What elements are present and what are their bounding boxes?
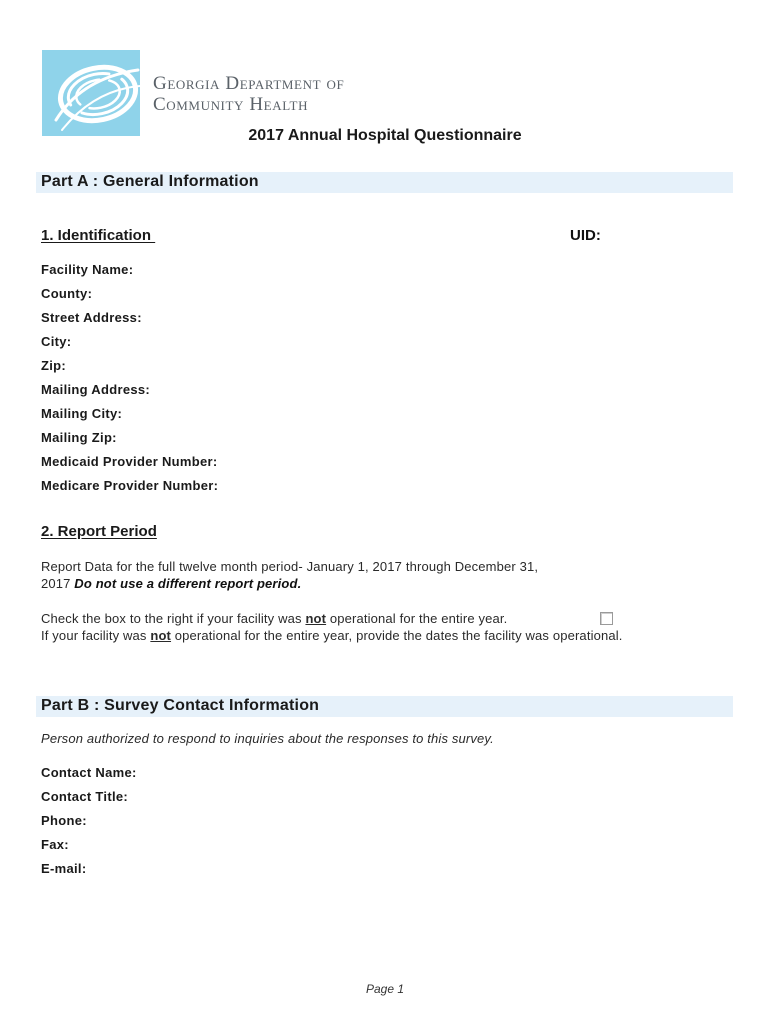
part-b-section-bar bbox=[36, 696, 733, 717]
contact-name-label: Contact Name: bbox=[41, 765, 137, 780]
organization-name-line1: Georgia Department of bbox=[153, 73, 345, 94]
survey-contact-note: Person authorized to respond to inquiries about the responses to this survey. bbox=[41, 731, 494, 746]
facility-name-label: Facility Name: bbox=[41, 262, 134, 277]
report-period-emphasis: Do not use a different report period. bbox=[74, 576, 302, 591]
dates-not: not bbox=[150, 628, 172, 643]
phone-label: Phone: bbox=[41, 813, 87, 828]
report-period-line1: Report Data for the full twelve month period- January 1, 2017 through December 31, bbox=[41, 559, 539, 574]
report-period-text bbox=[41, 558, 538, 592]
email-label: E-mail: bbox=[41, 861, 87, 876]
report-period-heading: 2. Report Period bbox=[41, 523, 157, 540]
fax-label: Fax: bbox=[41, 837, 69, 852]
dch-logo-swirl-icon bbox=[42, 50, 140, 136]
check-suffix: operational for the entire year. bbox=[326, 611, 508, 626]
medicare-provider-number-label: Medicare Provider Number: bbox=[41, 478, 219, 493]
mailing-address-label: Mailing Address: bbox=[41, 382, 151, 397]
not-operational-checkbox[interactable] bbox=[600, 612, 613, 625]
document-title: 2017 Annual Hospital Questionnaire bbox=[248, 127, 522, 144]
part-a-section-bar bbox=[36, 172, 733, 193]
report-period-line2-prefix: 2017 bbox=[41, 576, 75, 591]
street-address-label: Street Address: bbox=[41, 310, 142, 325]
part-a-heading: Part A : General Information bbox=[41, 173, 259, 190]
organization-name bbox=[153, 73, 344, 115]
dates-prefix: If your facility was bbox=[41, 628, 151, 643]
dch-logo bbox=[42, 50, 140, 136]
not-operational-instruction bbox=[41, 610, 507, 627]
report-period-line2 bbox=[41, 575, 538, 592]
part-b-heading: Part B : Survey Contact Information bbox=[41, 697, 320, 714]
uid-label: UID: bbox=[570, 227, 601, 244]
mailing-city-label: Mailing City: bbox=[41, 406, 123, 421]
city-label: City: bbox=[41, 334, 72, 349]
check-prefix: Check the box to the right if your facility was bbox=[41, 611, 306, 626]
county-label: County: bbox=[41, 286, 93, 301]
check-not: not bbox=[305, 611, 327, 626]
operational-dates-instruction bbox=[41, 627, 623, 644]
page-number: Page 1 bbox=[365, 982, 405, 996]
dates-suffix: operational for the entire year, provide the dates the facility was operational. bbox=[171, 628, 623, 643]
identification-heading: 1. Identification bbox=[41, 227, 156, 244]
mailing-zip-label: Mailing Zip: bbox=[41, 430, 117, 445]
contact-title-label: Contact Title: bbox=[41, 789, 129, 804]
zip-label: Zip: bbox=[41, 358, 67, 373]
medicaid-provider-number-label: Medicaid Provider Number: bbox=[41, 454, 218, 469]
organization-name-line2: Community Health bbox=[153, 94, 309, 115]
